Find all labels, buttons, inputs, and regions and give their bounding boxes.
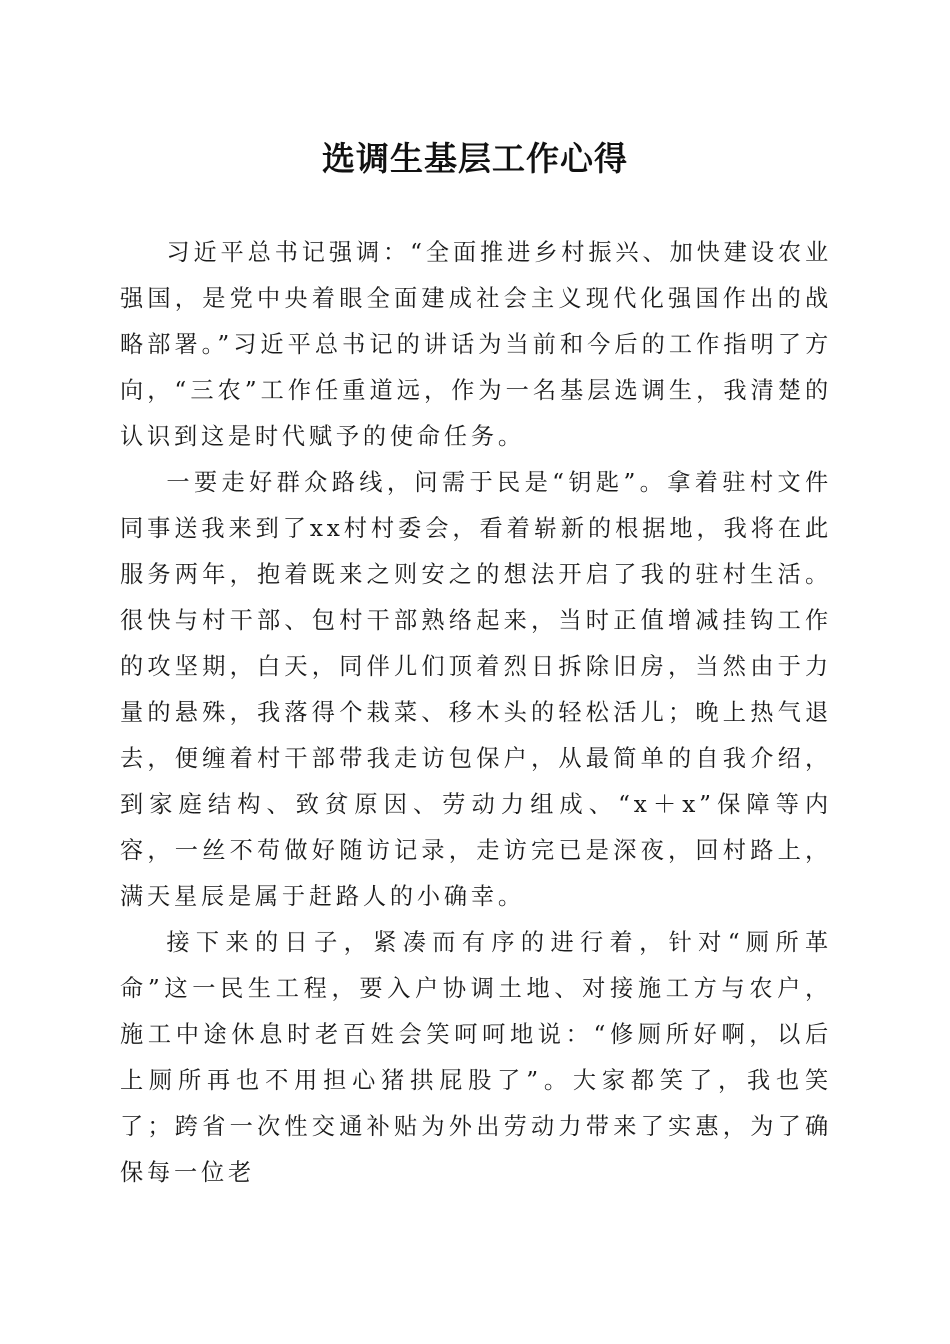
paragraph-1: 习近平总书记强调：“全面推进乡村振兴、加快建设农业强国，是党中央着眼全面建成社会主义现代化强国作出的战略部署。”习近平总书记的讲话为当前和今后的工作指明了方向，“三农”工作任重道远，作为一名基层选调生，我清楚的认识到这是时代赋予的使命任务。 (120, 239, 832, 450)
paragraph-2: 一要走好群众路线，问需于民是“钥匙”。拿着驻村文件同事送我来到了xx村村委会，看着崭新的根据地，我将在此服务两年，抱着既来之则安之的想法开启了我的驻村生活。很快与村干部、包村干部熟络起来，当时正值增减挂钩工作的攻坚期，白天，同伴儿们顶着烈日拆除旧房，当然由于力量的悬殊，我落得个栽菜、移木头的轻松活儿；晚上热气退去，便缠着村干部带我走访包保户，从最简单的自我介绍，到家庭结构、致贫原因、劳动力组成、“x＋x”保障等内容，一丝不苟做好随访记录，走访完已是深夜，回村路上，满天星辰是属于赶路人的小确幸。 (120, 469, 832, 910)
paragraph-3: 接下来的日子，紧凑而有序的进行着，针对“厕所革命”这一民生工程，要入户协调土地、对接施工方与农户，施工中途休息时老百姓会笑呵呵地说：“修厕所好啊，以后上厕所再也不用担心猪拱屁股了”。大家都笑了，我也笑了；跨省一次性交通补贴为外出劳动力带来了实惠，为了确保每一位老 (120, 929, 832, 1186)
document-title: 选调生基层工作心得 (322, 139, 628, 178)
document-body (120, 230, 832, 1196)
